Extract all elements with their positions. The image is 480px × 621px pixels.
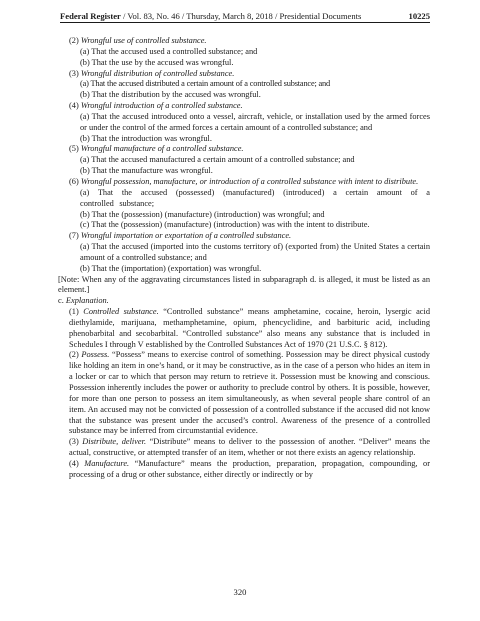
item-number: (3) xyxy=(69,68,81,78)
header-title xyxy=(60,10,361,22)
item-number: (5) xyxy=(69,144,81,154)
paragraph: (a) That the accused introduced onto a vessel, aircraft, vehicle, or installation used by the armed forces or under the control of the armed forces a certain amount of a controlled substance; and xyxy=(80,111,430,132)
item-number: (3) xyxy=(69,437,83,447)
paragraph: (a) That the accused manufactured a certain amount of a controlled substance; and xyxy=(80,155,355,165)
note-paragraph: [Note: When any of the aggravating circumstances listed in subparagraph d. is alleged, it must be listed as an element.] xyxy=(58,274,430,295)
document-body xyxy=(58,36,430,481)
paragraph xyxy=(58,437,430,459)
header-page-number: 10225 xyxy=(408,11,430,21)
definition-text: “Controlled substance” means amphetamine, cocaine, heroin, lysergic acid diethylamide, marijuana, methamphetamine, opium, phencyclidine, and barbituric acid, including phenobarbital and secobarbital. “Controlled substance” also means any substance that is included in Schedules I through V established by the Controlled Substances Act of 1970 (21 U.S.C. § 812). xyxy=(69,307,430,349)
term-heading: Distribute, deliver. xyxy=(82,437,147,447)
page-footer-number: 320 xyxy=(233,587,247,597)
definition-text: “Manufacture” means the production, preparation, propagation, compounding, or processing of a drug or other substance, either directly or indirectly or by xyxy=(69,458,430,479)
section-title: Explanation. xyxy=(65,296,109,306)
item-heading: Wrongful possession, manufacture, or introduction of a controlled substance with intent to distribute. xyxy=(80,176,419,186)
item-heading: Wrongful introduction of a controlled substance. xyxy=(80,101,243,111)
paragraph: (a) That the accused (imported into the customs territory of) (exported from) the United States a certain amount of a controlled substance; and xyxy=(80,242,430,262)
paragraph xyxy=(58,69,430,80)
term-heading: Controlled substance. xyxy=(83,307,159,317)
item-heading: Wrongful use of controlled substance. xyxy=(80,36,207,45)
section-heading xyxy=(58,296,430,307)
paragraph: (b) That the (importation) (exportation) was wrongful. xyxy=(80,263,262,273)
paragraph xyxy=(58,144,430,155)
paragraph xyxy=(58,177,430,188)
item-number: (7) xyxy=(69,231,81,241)
page-header xyxy=(60,10,430,23)
paragraph xyxy=(58,101,430,112)
item-number: (4) xyxy=(69,458,85,468)
header-details: / Vol. 83, No. 46 / Thursday, March 8, 2018 / Presidential Documents xyxy=(120,11,362,21)
paragraph: (b) That the manufacture was wrongful. xyxy=(80,166,213,176)
section-letter: c. xyxy=(58,296,66,306)
paragraph xyxy=(58,231,430,242)
definition-text: “Possess” means to exercise control of something. Possession may be direct physical custody like holding an item in one’s hand, or it may be constructive, as in the case of a person who hides an item in a locker or car to which that person may return to retrieve it. Possession must be knowing and conscious. Possession inherently includes the power or authority to preclude control by others. It is possible, however, for more than one person to possess an item simultaneously, as when several people share control of an item. An accused may not be convicted of possession of a controlled substance if the accused did not know that the substance was present under the accused’s control. Awareness of the presence of a controlled substance may be inferred from circumstantial evidence. xyxy=(69,350,430,436)
paragraph xyxy=(58,350,430,437)
paragraph: (a) That the accused used a controlled substance; and xyxy=(80,46,258,56)
term-heading: Possess. xyxy=(81,350,110,360)
term-heading: Manufacture. xyxy=(84,458,130,468)
paragraph: (a) That the accused distributed a certain amount of a controlled substance; and xyxy=(80,79,331,89)
paragraph: (b) That the distribution by the accused was wrongful. xyxy=(80,90,261,100)
item-number: (2) xyxy=(69,36,81,45)
item-number: (1) xyxy=(69,307,84,317)
item-number: (2) xyxy=(69,350,82,360)
paragraph: (c) That the (possession) (manufacture) (introduction) was with the intent to distribute. xyxy=(80,220,370,230)
definition-text: “Distribute” means to deliver to the possession of another. “Deliver” means the actual, constructive, or attempted transfer of an item, whether or not there exists an agency relationship. xyxy=(69,437,430,458)
item-heading: Wrongful manufacture of a controlled substance. xyxy=(80,144,244,154)
item-heading: Wrongful distribution of controlled substance. xyxy=(80,68,235,78)
paragraph: (a) That the accused (possessed) (manufactured) (introduced) a certain amount of a controlled substance; xyxy=(80,187,430,208)
header-publication: Federal Register xyxy=(60,11,121,21)
paragraph xyxy=(58,459,430,481)
paragraph: (b) That the (possession) (manufacture) (introduction) was wrongful; and xyxy=(80,209,325,219)
paragraph xyxy=(58,36,430,47)
item-number: (4) xyxy=(69,101,81,111)
paragraph xyxy=(58,307,430,350)
item-number: (6) xyxy=(69,176,81,186)
paragraph: (b) That the introduction was wrongful. xyxy=(80,133,212,143)
paragraph: (b) That the use by the accused was wrongful. xyxy=(80,57,234,67)
item-heading: Wrongful importation or exportation of a controlled substance. xyxy=(80,231,292,241)
